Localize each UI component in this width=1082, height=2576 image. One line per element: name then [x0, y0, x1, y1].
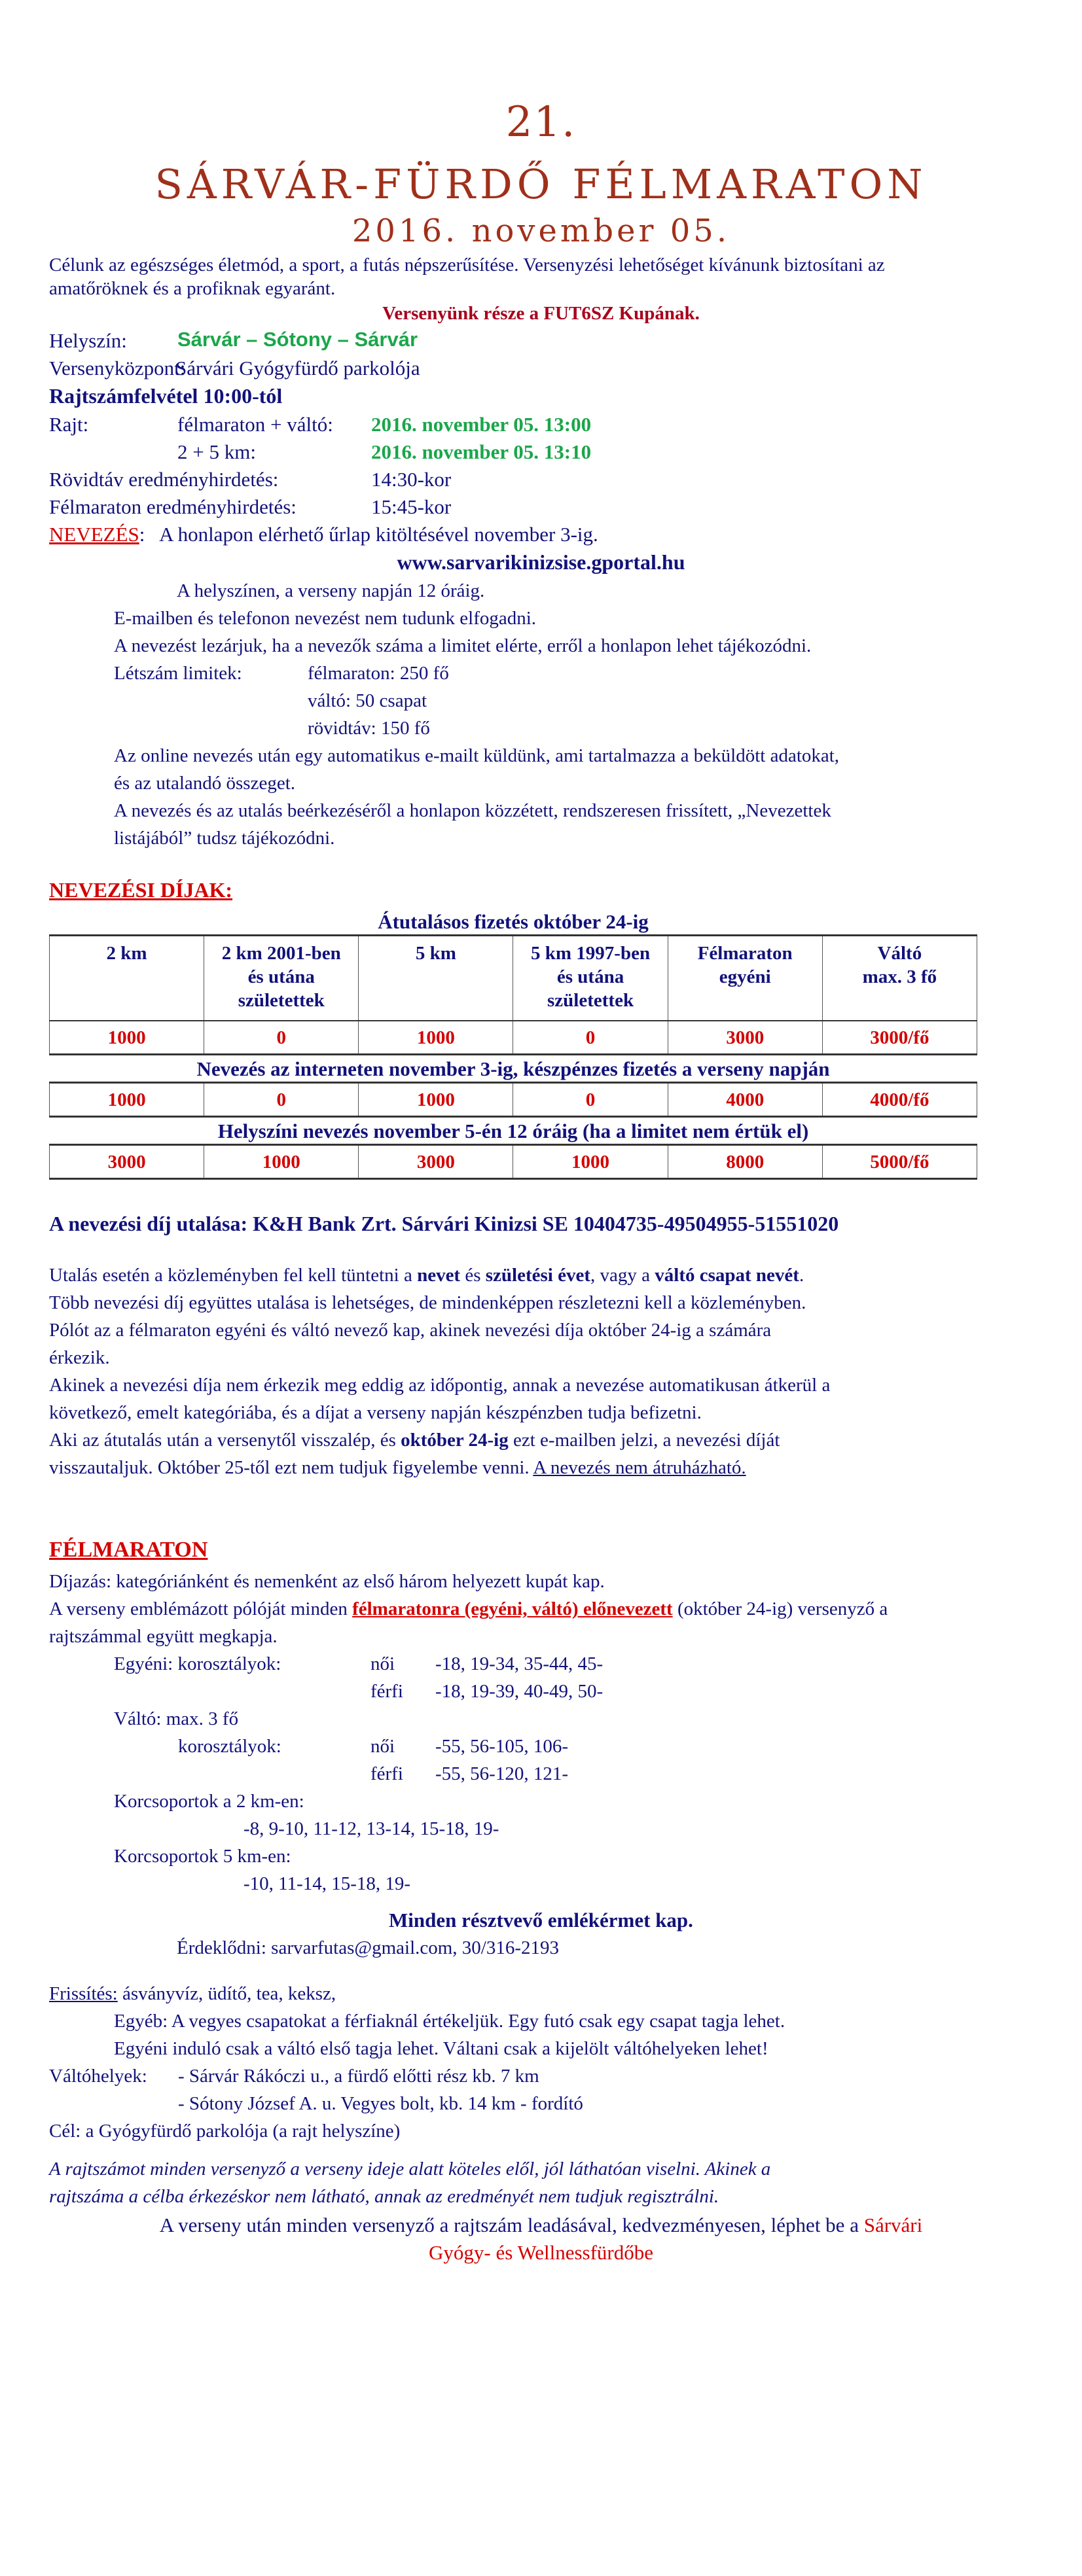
groups-2km-label: Korcsoportok a 2 km-en: — [114, 1791, 304, 1812]
short-results-label: Rövidtáv eredményhirdetés: — [49, 468, 279, 491]
fees-col-5km: 5 km — [359, 936, 513, 1021]
other-1: Egyéb: A vegyes csapatokat a férfiaknál értékeljük. Egy futó csak egy csapat tagja lehet. — [114, 2011, 785, 2032]
intro-line-1: Célunk az egészséges életmód, a sport, a futás népszerűsítése. Versenyzési lehetőséget kívánunk biztosítani az — [49, 255, 885, 275]
payment-p5b: visszautaljuk. Október 25-től ezt nem tudjuk figyelembe venni. A nevezés nem átruházható. — [49, 1457, 746, 1478]
location-label: Helyszín: — [49, 329, 127, 352]
relay-male-groups: -55, 56-120, 121- — [435, 1763, 568, 1784]
bib-rule-2: rajtszáma a célba érkezéskor nem látható, annak az eredményét nem tudjuk regisztrálni. — [49, 2186, 719, 2207]
individual-male-groups: -18, 19-39, 40-49, 50- — [435, 1681, 604, 1702]
payment-p2: Több nevezési díj együttes utalása is lehetséges, de mindenképpen részletezni kell a közleményben. — [49, 1292, 806, 1313]
entry-line — [49, 523, 598, 546]
fees-col-2km-youth: 2 km 2001-ben és utána születettek — [204, 936, 359, 1021]
fee-cell: 0 — [513, 1083, 668, 1117]
exchange-1: - Sárvár Rákóczi u., a fürdő előtti rész kb. 7 km — [178, 2066, 539, 2087]
center-value: Sárvári Gyógyfürdő parkolója — [175, 357, 420, 379]
relay-male-label: férfi — [370, 1763, 403, 1784]
fees-col-5km-youth: 5 km 1997-ben és utána születettek — [513, 936, 668, 1021]
contact: Érdeklődni: sarvarfutas@gmail.com, 30/316-2193 — [177, 1937, 560, 1958]
bib-rule-1: A rajtszámot minden versenyző a verseny ideje alatt köteles elől, jól láthatóan viselni. Akinek a — [49, 2159, 771, 2179]
location-value: Sárvár – Sótony – Sárvár — [177, 328, 418, 351]
payment-p3b: érkezik. — [49, 1347, 110, 1368]
edition-number: 21. — [505, 98, 577, 147]
fees-row-transfer — [50, 1021, 977, 1055]
finish: Cél: a Gyógyfürdő parkolója (a rajt helyszíne) — [49, 2121, 401, 2142]
relay-label: Váltó: max. 3 fő — [114, 1708, 239, 1729]
fees-col-2km: 2 km — [50, 936, 204, 1021]
fee-cell: 1000 — [204, 1145, 359, 1179]
fee-cell: 4000 — [668, 1083, 822, 1117]
fee-cell: 1000 — [50, 1021, 204, 1055]
limit-halfmarathon: félmaraton: 250 fő — [308, 663, 449, 684]
fees-table-2 — [49, 1082, 977, 1118]
groups-2km: -8, 9-10, 11-12, 13-14, 15-18, 19- — [243, 1818, 499, 1839]
fees-header-row — [50, 936, 977, 1021]
event-title: SÁRVÁR-FÜRDŐ FÉLMARATON — [154, 160, 928, 208]
limit-short: rövidtáv: 150 fő — [308, 718, 430, 739]
fee-cell: 1000 — [359, 1083, 513, 1117]
fee-cell: 3000/fő — [822, 1021, 977, 1055]
entry-colon: : — [139, 523, 145, 546]
fee-cell: 5000/fő — [822, 1145, 977, 1179]
fees-col-halfmarathon: Félmaraton egyéni — [668, 936, 822, 1021]
start-time-halfmarathon: 2016. november 05. 13:00 — [371, 413, 592, 436]
entry-closing: A nevezést lezárjuk, ha a nevezők száma a limitet elérte, erről a honlapon lehet tájékozódni. — [114, 635, 812, 656]
payment-info — [49, 1262, 1057, 1481]
limits-label: Létszám limitek: — [114, 663, 242, 684]
intro-line-2: amatőröknek és a profiknak egyaránt. — [49, 278, 336, 299]
start-label-halfmarathon: félmaraton + váltó: — [177, 413, 333, 436]
groups-5km: -10, 11-14, 15-18, 19- — [243, 1873, 411, 1894]
other-2: Egyéni induló csak a váltó első tagja lehet. Váltani csak a kijelölt váltóhelyeken lehet! — [114, 2038, 768, 2059]
relay-female-groups: -55, 56-105, 106- — [435, 1736, 568, 1757]
medal-note: Minden résztvevő emlékérmet kap. — [389, 1909, 693, 1932]
fees-row-onsite — [50, 1145, 977, 1179]
payment-p1: Utalás esetén a közleményben fel kell tüntetni a nevet és születési évet, vagy a váltó csapat nevét. — [49, 1265, 804, 1286]
list-info-1: A nevezés és az utalás beérkezéséről a honlapon közzétett, rendszeresen frissített, „Nevezettek — [114, 800, 831, 821]
entry-text: A honlapon elérhető űrlap kitöltésével november 3-ig. — [159, 523, 598, 546]
short-results-time: 14:30-kor — [371, 468, 452, 491]
fee-tier-caption-1: Átutalásos fizetés október 24-ig — [378, 910, 649, 933]
halfmarathon-results-time: 15:45-kor — [371, 495, 452, 518]
start-label: Rajt: — [49, 413, 89, 436]
payment-p4a: Akinek a nevezési díja nem érkezik meg eddig az időpontig, annak a nevezése automatikusan átkerül a — [49, 1375, 831, 1396]
individual-male-label: férfi — [370, 1681, 403, 1702]
fees-row-online — [50, 1083, 977, 1117]
refresh-line — [49, 1983, 336, 2005]
payment-p3a: Pólót az a félmaraton egyéni és váltó nevező kap, akinek nevezési díja október 24-ig a számára — [49, 1320, 772, 1341]
shirt-line-1: A verseny emblémázott pólóját minden félmaratonra (egyéni, váltó) előnevezett (október 24-ig) versenyző a — [49, 1598, 888, 1619]
auto-email-1: Az online nevezés után egy automatikus e-mailt küldünk, ami tartalmazza a beküldött adatokat, — [114, 745, 840, 766]
fees-col-relay: Váltó max. 3 fő — [822, 936, 977, 1021]
refresh-value: ásványvíz, üdítő, tea, keksz, — [117, 1983, 336, 2004]
relay-female-label: női — [370, 1736, 395, 1757]
fee-cell: 0 — [513, 1021, 668, 1055]
center-label: Versenyközpont: — [49, 357, 186, 379]
start-label-short: 2 + 5 km: — [177, 440, 256, 463]
no-email-entry: E-mailben és telefonon nevezést nem tudunk elfogadni. — [114, 608, 537, 629]
groups-5km-label: Korcsoportok 5 km-en: — [114, 1846, 291, 1867]
prizes: Díjazás: kategóriánként és nemenként az első három helyezett kupát kap. — [49, 1571, 605, 1592]
fee-tier-caption-3: Helyszíni nevezés november 5-én 12 óráig (ha a limitet nem értük el) — [217, 1120, 809, 1142]
shirt-line-2: rajtszámmal együtt megkapja. — [49, 1626, 278, 1647]
fee-cell: 0 — [204, 1021, 359, 1055]
halfmarathon-results-label: Félmaraton eredményhirdetés: — [49, 495, 297, 518]
auto-email-2: és az utalandó összeget. — [114, 773, 296, 794]
fees-table-block — [49, 909, 977, 1180]
bank-line: A nevezési díj utalása: K&H Bank Zrt. Sárvári Kinizsi SE 10404735-49504955-51551020 — [49, 1212, 839, 1235]
fee-tier-caption-2: Nevezés az interneten november 3-ig, készpénzes fizetés a verseny napján — [196, 1057, 830, 1080]
fee-cell: 3000 — [668, 1021, 822, 1055]
fee-cell: 3000 — [50, 1145, 204, 1179]
fees-table-1 — [49, 934, 977, 1055]
fees-table-3 — [49, 1144, 977, 1180]
bib-pickup: Rajtszámfelvétel 10:00-tól — [49, 384, 283, 408]
entry-label: NEVEZÉS — [49, 523, 139, 546]
fees-title: NEVEZÉSI DÍJAK: — [49, 878, 233, 902]
limit-relay: váltó: 50 csapat — [308, 690, 427, 711]
cup-note: Versenyünk része a FUT6SZ Kupának. — [382, 303, 700, 324]
individual-female-groups: -18, 19-34, 35-44, 45- — [435, 1653, 604, 1674]
fee-cell: 1000 — [359, 1021, 513, 1055]
individual-female-label: női — [370, 1653, 395, 1674]
halfmarathon-title: FÉLMARATON — [49, 1538, 208, 1562]
list-info-2: listájából” tudsz tájékozódni. — [114, 828, 335, 849]
spa-line-2: Gyógy- és Wellnessfürdőbe — [428, 2241, 654, 2264]
fee-cell: 8000 — [668, 1145, 822, 1179]
payment-p4b: következő, emelt kategóriába, és a díjat a verseny napján készpénzben tudja befizetni. — [49, 1402, 702, 1423]
exchange-2: - Sótony József A. u. Vegyes bolt, kb. 14 km - fordító — [178, 2093, 583, 2114]
spa-line-1: A verseny után minden versenyző a rajtszám leadásával, kedvezményesen, léphet be a Sárvári — [159, 2214, 923, 2236]
refresh-label: Frissítés: — [49, 1983, 118, 2004]
fee-cell: 1000 — [513, 1145, 668, 1179]
fee-cell: 4000/fő — [822, 1083, 977, 1117]
fee-cell: 3000 — [359, 1145, 513, 1179]
exchange-label: Váltóhelyek: — [49, 2066, 147, 2087]
website-link[interactable]: www.sarvarikinizsise.gportal.hu — [397, 550, 685, 574]
individual-label: Egyéni: korosztályok: — [114, 1653, 281, 1674]
fee-cell: 0 — [204, 1083, 359, 1117]
event-date: 2016. november 05. — [352, 213, 730, 249]
relay-sub-label: korosztályok: — [178, 1736, 281, 1757]
payment-p5a: Aki az átutalás után a versenytől visszalép, és október 24-ig ezt e-mailben jelzi, a nevezési díját — [49, 1430, 780, 1451]
fee-cell: 1000 — [50, 1083, 204, 1117]
onsite-entry: A helyszínen, a verseny napján 12 óráig. — [177, 580, 485, 601]
start-time-short: 2016. november 05. 13:10 — [371, 440, 592, 463]
